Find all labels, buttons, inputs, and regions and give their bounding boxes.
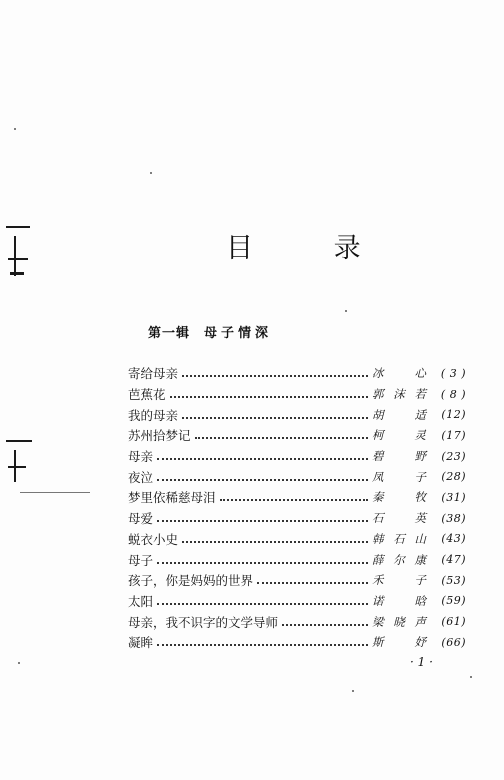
entry-title: 母亲 — [128, 449, 154, 465]
entry-title: 寄给母亲 — [128, 366, 179, 382]
entry-author: 梁 晓 声 — [372, 614, 426, 629]
toc-entry[interactable] — [128, 549, 466, 570]
dot-leader — [257, 582, 368, 584]
toc-entry[interactable] — [128, 363, 466, 384]
dot-leader — [157, 458, 368, 460]
entry-page: (17) — [441, 428, 466, 442]
scan-mark — [10, 272, 24, 275]
table-of-contents — [128, 363, 466, 653]
dot-leader — [157, 603, 368, 605]
section-heading — [148, 322, 272, 341]
entry-page: (38) — [441, 511, 466, 525]
entry-title: 我的母亲 — [128, 407, 179, 423]
toc-entry[interactable] — [128, 425, 466, 446]
entry-author: 诺 晗 — [372, 593, 426, 608]
dot-leader — [195, 437, 368, 439]
page-number: · 1 · — [410, 655, 433, 669]
entry-page: ( 3 ) — [440, 366, 466, 380]
scan-speck — [345, 310, 347, 312]
dot-leader — [157, 644, 368, 646]
section-part-label: 第一辑 — [148, 326, 191, 341]
entry-title: 芭蕉花 — [128, 387, 166, 403]
entry-author: 柯 灵 — [372, 428, 426, 443]
entry-title: 母子 — [128, 552, 154, 568]
entry-page: (47) — [441, 553, 466, 567]
dot-leader — [170, 396, 368, 398]
scan-mark — [6, 226, 30, 228]
entry-title: 太阳 — [128, 593, 154, 609]
entry-author: 凤 子 — [372, 469, 426, 484]
entry-author: 斯 妤 — [372, 635, 426, 650]
scan-mark — [6, 440, 32, 442]
entry-title: 母亲，我不识字的文学导师 — [128, 614, 279, 630]
toc-entry[interactable] — [128, 466, 466, 487]
entry-title: 母爱 — [128, 511, 154, 527]
entry-author: 郭 沫 若 — [372, 387, 426, 402]
entry-author: 秦 牧 — [372, 490, 426, 505]
entry-author: 禾 子 — [372, 573, 426, 588]
dot-leader — [157, 562, 368, 564]
entry-page: (43) — [441, 532, 466, 546]
scan-speck — [352, 690, 354, 692]
section-name-label: 母子情深 — [204, 326, 273, 341]
scan-mark — [8, 258, 28, 260]
toc-entry[interactable] — [128, 404, 466, 425]
scan-speck — [18, 662, 20, 664]
entry-author: 薛 尔 康 — [372, 552, 426, 567]
toc-entry[interactable] — [128, 632, 466, 653]
scan-mark — [14, 236, 16, 276]
toc-entry[interactable] — [128, 611, 466, 632]
entry-page: (66) — [441, 635, 466, 649]
scan-mark — [8, 466, 26, 468]
dot-leader — [182, 375, 368, 377]
scan-speck — [14, 128, 16, 130]
entry-author: 韩 石 山 — [372, 531, 426, 546]
entry-page: (23) — [441, 449, 466, 463]
dot-leader — [220, 499, 368, 501]
dot-leader — [282, 624, 368, 626]
entry-title: 苏州拾梦记 — [128, 428, 191, 444]
dot-leader — [157, 520, 368, 522]
entry-author: 碧 野 — [372, 449, 426, 464]
toc-entry[interactable] — [128, 384, 466, 405]
entry-title: 梦里依稀慈母泪 — [128, 490, 216, 506]
entry-page: (28) — [441, 470, 466, 484]
toc-entry[interactable] — [128, 570, 466, 591]
scan-speck — [470, 676, 472, 678]
dot-leader — [182, 417, 368, 419]
entry-page: (61) — [441, 615, 466, 629]
scan-mark — [20, 492, 90, 493]
entry-page: (31) — [441, 490, 466, 504]
toc-entry[interactable] — [128, 446, 466, 467]
dot-leader — [182, 541, 368, 543]
entry-page: (53) — [441, 573, 466, 587]
toc-entry[interactable] — [128, 591, 466, 612]
entry-author: 胡 适 — [372, 407, 426, 422]
toc-entry[interactable] — [128, 529, 466, 550]
dot-leader — [157, 479, 368, 481]
entry-title: 孩子，你是妈妈的世界 — [128, 573, 254, 589]
toc-entry[interactable] — [128, 487, 466, 508]
entry-page: (12) — [441, 408, 466, 422]
entry-title: 蜕衣小史 — [128, 531, 179, 547]
scan-speck — [150, 172, 152, 174]
entry-title: 凝眸 — [128, 635, 154, 651]
entry-author: 石 英 — [372, 511, 426, 526]
page-title: 目 录 — [226, 233, 397, 264]
entry-page: ( 8 ) — [440, 387, 466, 401]
entry-page: (59) — [441, 594, 466, 608]
toc-entry[interactable] — [128, 508, 466, 529]
entry-author: 冰 心 — [372, 366, 426, 381]
entry-title: 夜泣 — [128, 469, 154, 485]
